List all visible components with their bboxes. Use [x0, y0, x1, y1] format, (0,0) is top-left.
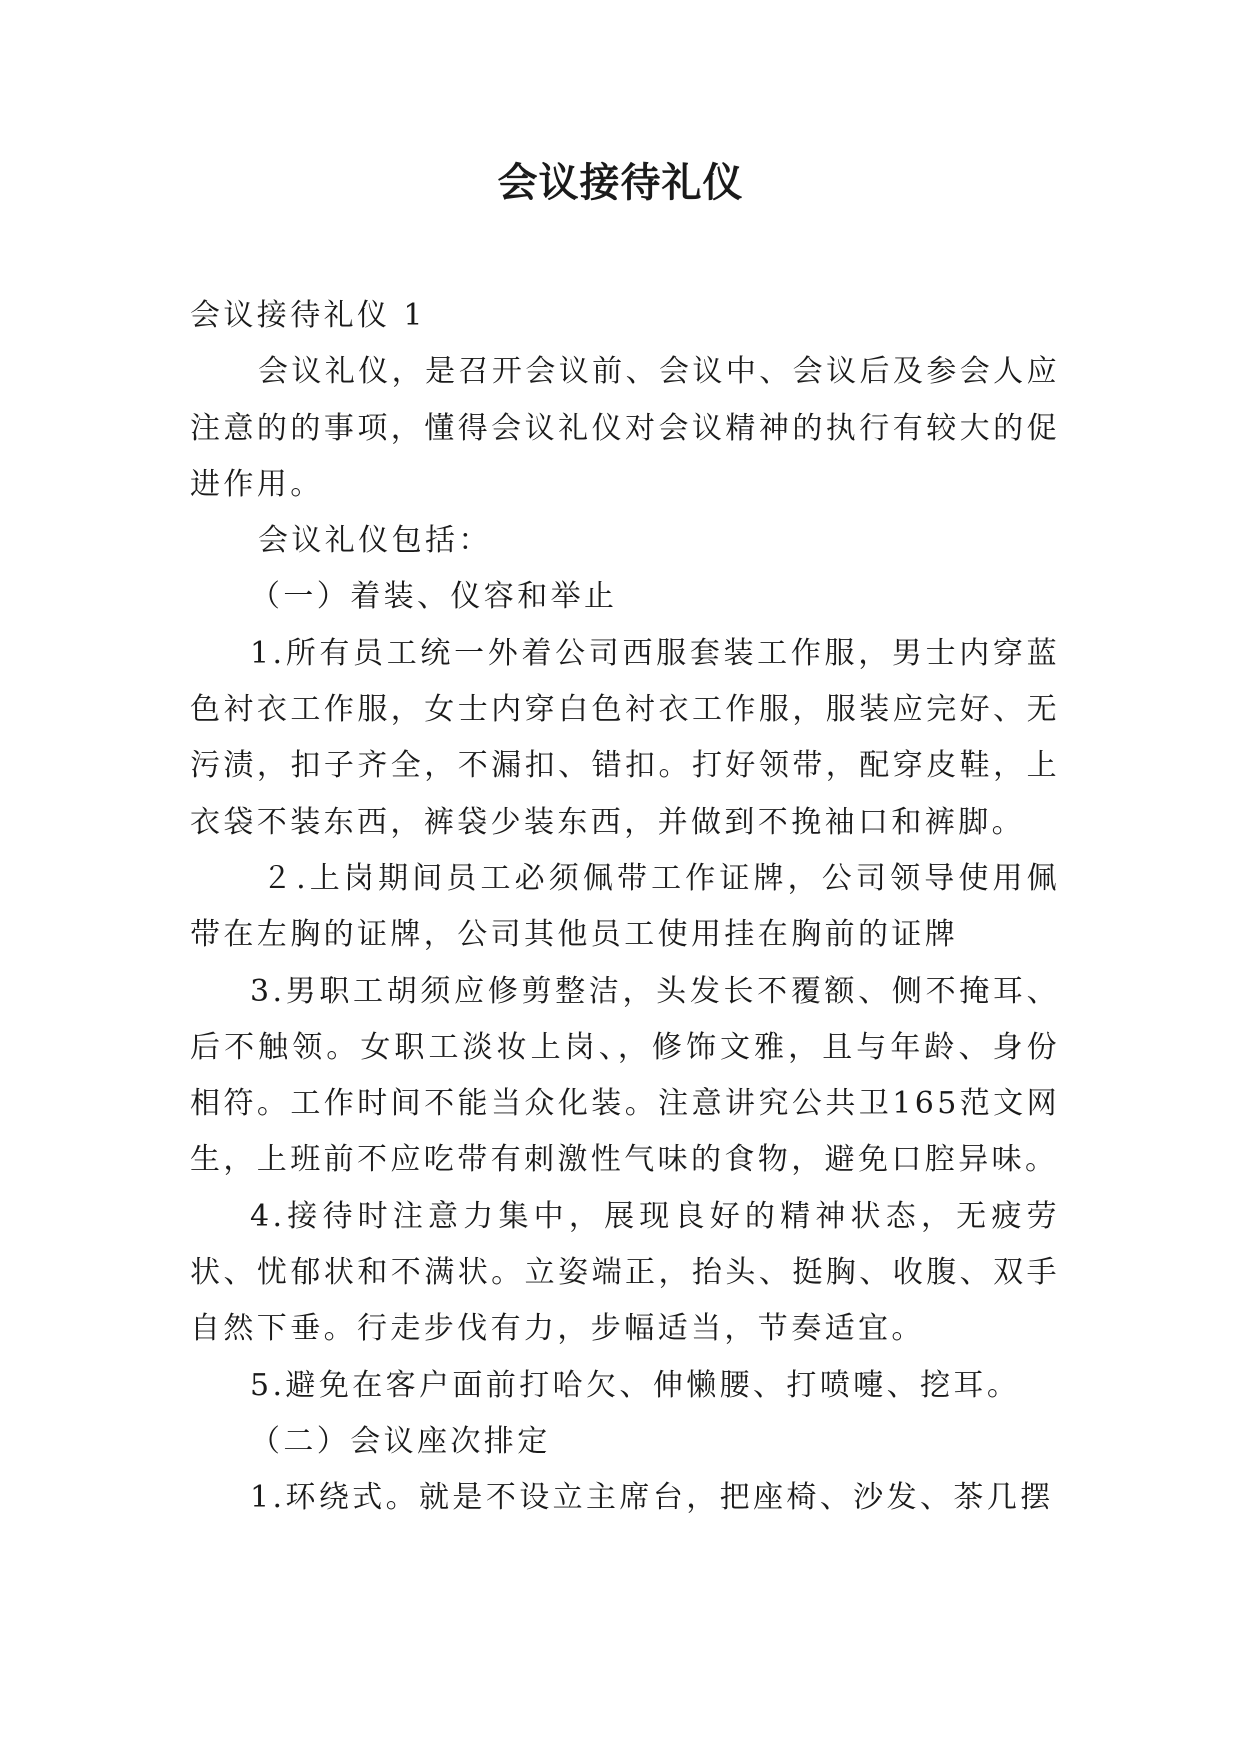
part1-item-1: 1.所有员工统一外着公司西服套装工作服，男士内穿蓝色衬衣工作服，女士内穿白色衬衣工作服，服装应完好、无污渍，扣子齐全，不漏扣、错扣。打好领带，配穿皮鞋，上衣袋不装东西，裤袋少装东西，并做到不挽袖口和裤脚。	[190, 635, 1060, 840]
part1-item-4: 4.接待时注意力集中，展现良好的精神状态，无疲劳状、忧郁状和不满状。立姿端正，抬头、挺胸、收腹、双手自然下垂。行走步伐有力，步幅适当，节奏适宜。	[190, 1198, 1060, 1347]
intro-paragraph: 会议礼仪，是召开会议前、会议中、会议后及参会人应注意的的事项，懂得会议礼仪对会议精神的执行有较大的促进作用。	[190, 354, 1060, 502]
part1-item-2: ２.上岗期间员工必须佩带工作证牌，公司领导使用佩带在左胸的证牌，公司其他员工使用挂在胸前的证牌	[190, 860, 1060, 953]
document-title: 会议接待礼仪	[497, 160, 744, 206]
part1-item-3: 3.男职工胡须应修剪整洁，头发长不覆额、侧不掩耳、后不触领。女职工淡妆上岗、，修饰文雅，且与年龄、身份相符。工作时间不能当众化装。注意讲究公共卫165范文网生，上班前不应吃带有刺激性气味的食物，避免口腔异味。	[190, 973, 1060, 1178]
document-body	[190, 288, 1060, 1527]
part2-heading: （二）会议座次排定	[250, 1423, 551, 1459]
part1-heading: （一）着装、仪容和举止	[250, 579, 618, 615]
section-heading: 会议接待礼仪 1	[190, 298, 426, 333]
includes-label: 会议礼仪包括：	[258, 523, 492, 559]
part2-item-1: 1.环绕式。就是不设立主席台，把座椅、沙发、茶几摆	[250, 1480, 1054, 1516]
part1-item-5: 5.避免在客户面前打哈欠、伸懒腰、打喷嚏、挖耳。	[250, 1367, 1021, 1403]
